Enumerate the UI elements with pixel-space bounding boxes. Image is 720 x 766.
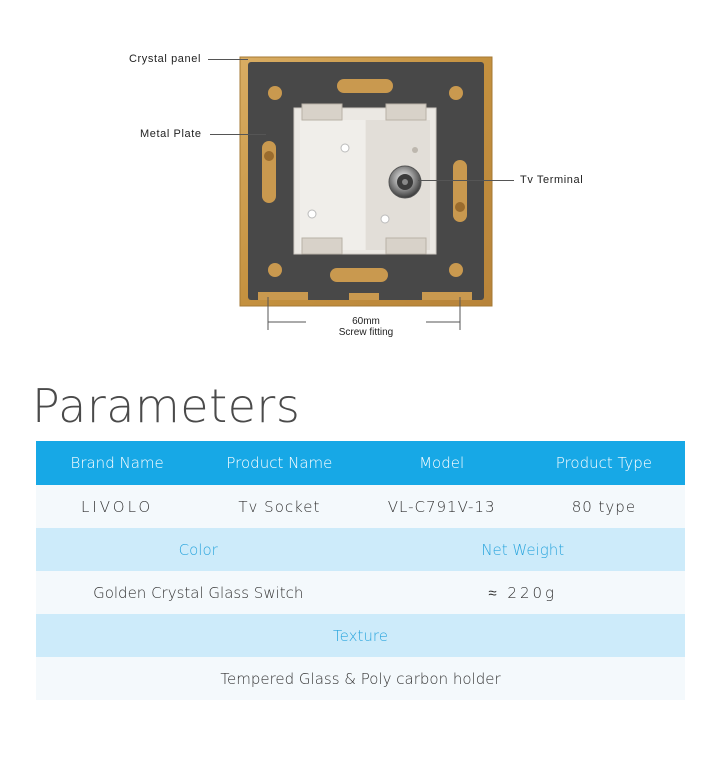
label-net-weight: Net Weight [481, 540, 565, 559]
slot-bottom [330, 268, 388, 282]
callout-metal-plate: Metal Plate [140, 128, 202, 140]
callout-line [418, 180, 514, 181]
parameters-title: Parameters [32, 379, 301, 433]
texture-value: Tempered Glass & Poly carbon holder [220, 669, 501, 688]
label-color: Color [178, 540, 218, 559]
table-row [36, 657, 685, 700]
callout-line [208, 59, 248, 60]
dimension-label: Screw fitting [338, 327, 394, 338]
tv-socket-illustration [0, 0, 720, 360]
table-row [36, 571, 685, 614]
dimension-value: 60mm [306, 316, 426, 327]
slot-top [337, 79, 393, 93]
brand-name-value: LIVOLO [81, 497, 154, 516]
color-value: Golden Crystal Glass Switch [93, 583, 304, 602]
header-brand-name: Brand Name [70, 454, 164, 472]
product-type-value: 80 type [571, 497, 637, 516]
header-product-type: Product Type [555, 454, 652, 472]
parameters-table [36, 441, 685, 700]
screw-slot-left [262, 141, 276, 203]
mount-hole [449, 86, 463, 100]
header-product-name: Product Name [226, 454, 333, 472]
callout-crystal-panel: Crystal panel [129, 53, 201, 65]
mount-hole [268, 86, 282, 100]
product-name-value: Tv Socket [238, 497, 321, 516]
table-row [36, 485, 685, 528]
table-header-row [36, 441, 685, 485]
product-diagram [0, 0, 720, 360]
mount-hole [449, 263, 463, 277]
header-model: Model [419, 454, 465, 472]
callout-tv-terminal: Tv Terminal [520, 174, 584, 186]
callout-line [210, 134, 266, 135]
model-value: VL-C791V-13 [387, 497, 496, 516]
table-label-row [36, 614, 685, 657]
net-weight-value: ≈ 220g [488, 583, 558, 602]
mount-hole [268, 263, 282, 277]
label-texture: Texture [333, 626, 388, 645]
screw-slot-right [453, 160, 467, 222]
table-label-row [36, 528, 685, 571]
